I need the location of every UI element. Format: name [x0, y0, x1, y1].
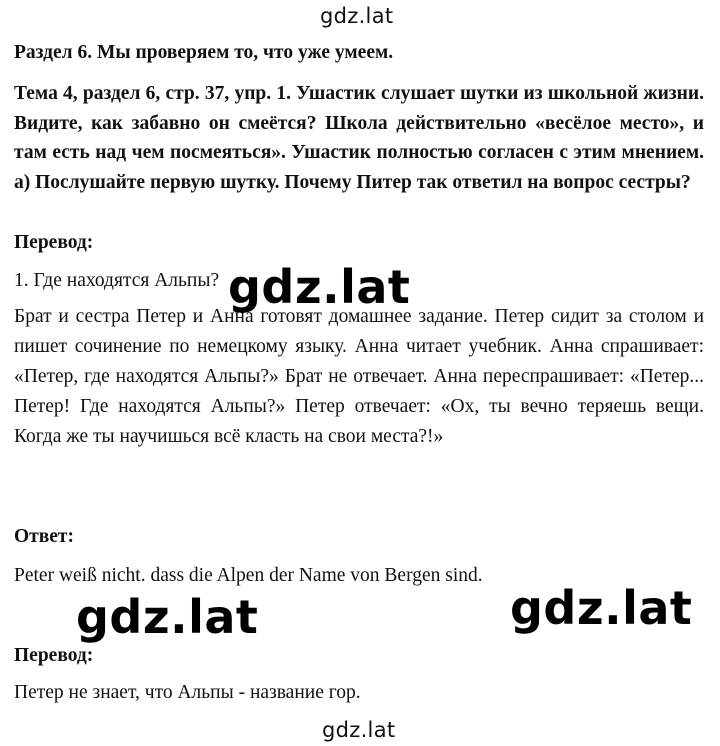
answer-translation-text: Петер не знает, что Альпы - название гор. — [14, 682, 361, 703]
watermark-overlay: gdz.lat — [76, 590, 259, 644]
answer-translation-heading: Перевод: — [14, 645, 94, 666]
story-text: Брат и сестра Петер и Анна готовят домашнее задание. Петер сидит за столом и пишет сочинение по немецкому языку. Анна читает учебник. Анна спрашивает: «Петер, где находятся Альпы?» Брат не отвечает. Анна переспрашивает: «Петер... Петер! Где находятся Альпы?» Петер отвечает: «Ох, ты вечно теряешь вещи. Когда же ты научишься всё класть на свои места?!» — [14, 306, 704, 447]
section-title: Раздел 6. Мы проверяем то, что уже умеем. — [14, 42, 394, 63]
watermark-overlay: gdz.lat — [510, 581, 693, 635]
answer-text: Peter weiß nicht. dass die Alpen der Name von Bergen sind. — [14, 565, 483, 586]
watermark-top: gdz.lat — [320, 4, 394, 28]
watermark-bottom: gdz.lat — [322, 718, 396, 742]
task-description: Тема 4, раздел 6, стр. 37, упр. 1. Ушастик слушает шутки из школьной жизни. Видите, как забавно он смеётся? Школа действительно «весёлое место», и там есть над чем посмеяться». Ушастик полностью согласен с этим мнением. а) Послушайте первую шутку. Почему Питер так ответил на вопрос сестры? — [14, 83, 704, 193]
watermark-overlay: gdz.lat — [228, 260, 411, 314]
translation-heading: Перевод: — [14, 232, 94, 253]
question-text: 1. Где находятся Альпы? — [14, 270, 220, 291]
answer-heading: Ответ: — [14, 526, 75, 547]
